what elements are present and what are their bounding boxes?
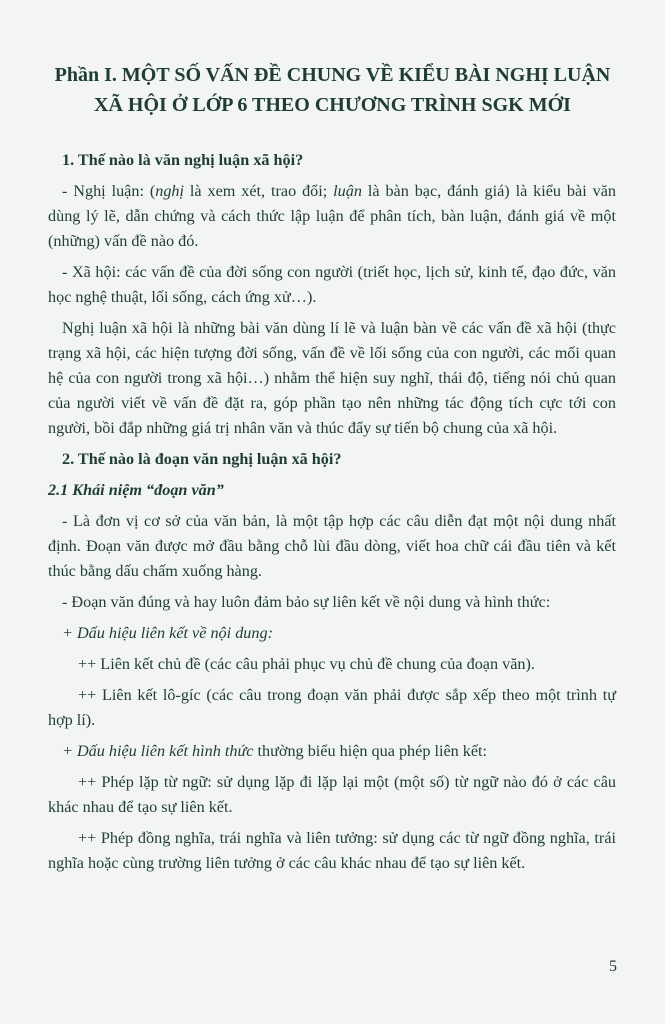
logic-linkage-item: ++ Liên kết lô-gíc (các câu trong đoạn văn phải được sắp xếp theo một trình tự hợp lí).	[48, 686, 616, 729]
synonym-item: ++ Phép đồng nghĩa, trái nghĩa và liên tưởng: sử dụng các từ ngữ đồng nghĩa, trái nghĩa hoặc cùng trường liên tưởng ở các câu khác nhau để tạo sự liên kết.	[48, 829, 616, 872]
section-2-heading: 2. Thế nào là đoạn văn nghị luận xã hội?	[62, 450, 342, 468]
repetition-item: ++ Phép lặp từ ngữ: sử dụng lặp đi lặp lại một (một số) từ ngữ nào đó ở các câu khác nhau để tạo sự liên kết.	[48, 773, 616, 816]
document-body	[48, 148, 616, 882]
paragraph-definition: - Là đơn vị cơ sở của văn bản, là một tập hợp các câu diễn đạt một nội dung nhất định. Đoạn văn được mở đầu bằng chỗ lùi đầu dòng, viết hoa chữ cái đầu tiên và kết thúc bằng dấu chấm xuống hàng.	[48, 512, 616, 580]
page-number: 5	[609, 958, 617, 975]
paragraph-linkage: - Đoạn văn đúng và hay luôn đảm bảo sự liên kết về nội dung và hình thức:	[62, 593, 551, 611]
paragraph-nghi-luan: - Nghị luận: (nghị là xem xét, trao đổi; luận là bàn bạc, đánh giá) là kiểu bài văn dùng lý lẽ, dẫn chứng và cách thức lập luận để phân tích, bàn luận, đánh giá về một (những) vấn đề nào đó.	[48, 182, 616, 250]
topic-linkage-item: ++ Liên kết chủ đề (các câu phải phục vụ chủ đề chung của đoạn văn).	[78, 655, 535, 673]
content-linkage-heading: + Dấu hiệu liên kết về nội dung:	[62, 624, 273, 642]
form-linkage-heading: + Dấu hiệu liên kết hình thức thường biểu hiện qua phép liên kết:	[62, 742, 488, 760]
section-1-heading: 1. Thế nào là văn nghị luận xã hội?	[62, 151, 304, 169]
subsection-2-1-heading: 2.1 Khái niệm “đoạn văn”	[48, 481, 224, 499]
paragraph-xa-hoi: - Xã hội: các vấn đề của đời sống con người (triết học, lịch sử, kinh tế, đạo đức, văn học nghệ thuật, lối sống, cách ứng xử…).	[48, 263, 616, 306]
paragraph-nghi-luan-xa-hoi: Nghị luận xã hội là những bài văn dùng lí lẽ và luận bàn về các vấn đề xã hội (thực trạng xã hội, các hiện tượng đời sống, vấn đề về lối sống của con người, các mối quan hệ của con người trong xã hội…) nhằm thể hiện suy nghĩ, thái độ, tiếng nói chủ quan của người viết về vấn đề đặt ra, góp phần tạo nên những tác động tích cực tới con người, bồi đắp những giá trị nhân văn và thúc đẩy sự tiến bộ chung của xã hội.	[48, 319, 616, 437]
part-title: Phần I. MỘT SỐ VẤN ĐỀ CHUNG VỀ KIỂU BÀI NGHỊ LUẬN XÃ HỘI Ở LỚP 6 THEO CHƯƠNG TRÌNH SGK MỚI	[54, 64, 611, 116]
